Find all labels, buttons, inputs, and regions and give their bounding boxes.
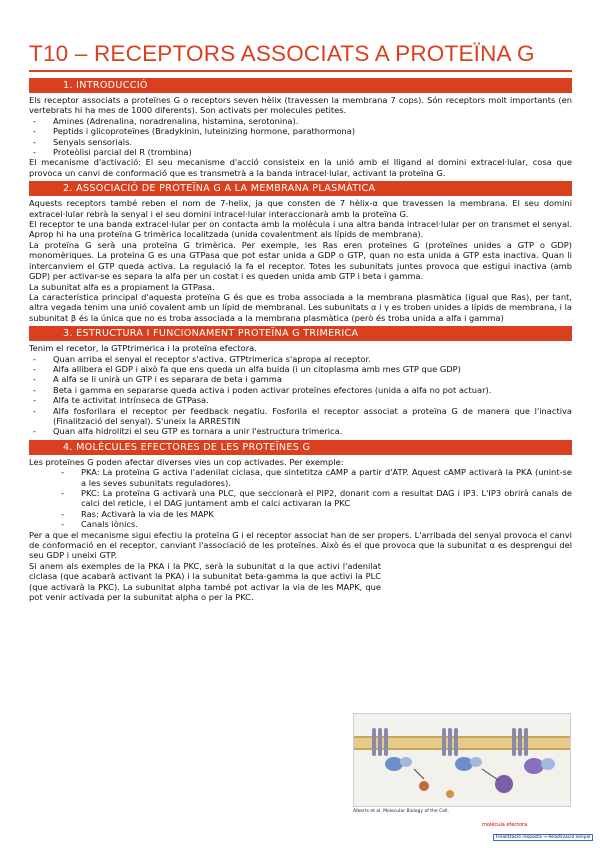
list-item: - Quan arriba el senyal el receptor s'activa. GTPtrimerica s'apropa al receptor.	[33, 353, 371, 364]
diagram-illustration	[354, 714, 571, 807]
title-divider	[29, 70, 572, 72]
section-header-2: 2. ASSOCIACIÓ DE PROTEÏNA G A LA MEMBRANA PLASMÀTICA	[29, 181, 572, 196]
list-item: - Alfa te activitat intrínseca de GTPasa.	[33, 395, 209, 406]
list-item: - Ras: Activarà la via de les MAPK	[61, 508, 214, 519]
list-item: - Amines (Adrenalina, noradrenalina, histamina, serotonina).	[33, 115, 299, 126]
section-header-4: 4. MOLÈCULES EFECTORES DE LES PROTEÏNES G	[29, 440, 572, 455]
list-item: - Canals iònics.	[61, 519, 138, 530]
section-4-after: Per a que el mecanisme sigui efectiu la proteïna G i el receptor associat han de ser propers. L'arribada del senyal provoca el canvi de conformació en el receptor, canviant l'associació de les proteïnes. Això és el que provoca que la subunitat α es desprengui del seu GDP i uneixi GTP.	[29, 529, 572, 561]
section-header-3: 3. ESTRUCTURA I FUNCIONAMENT PROTEÏNA G TRIMERICA	[29, 326, 572, 341]
section-header-1: 1. INTRODUCCIÓ	[29, 78, 572, 93]
section-3-intro: Tenim el recetor, la GTPtrimerica i la proteïna efectora.	[29, 343, 257, 354]
list-item: - A alfa se li unirà un GTP i es separara de beta i gamma	[33, 374, 282, 385]
section-1-outro: El mecanisme d'activació: El seu mecanisme d'acció consisteix en la unió amb el lligand al domini extracel·lular, cosa que provoca un canvi de conformació que es transmetrà a la banda intracel·lular, activant la proteïna G.	[29, 157, 572, 178]
g-protein-diagram	[353, 713, 571, 807]
list-item: - Senyals sensorials.	[33, 136, 133, 147]
section-1-intro: Els receptor associats a proteïnes G o receptors seven hèlix (travessen la membrana 7 cops). Són receptors molt importants (en vertebrats hi ha mes de 1000 diferents). Son activats per molecules petites.	[29, 95, 572, 116]
list-item: - PKC: La proteïna G activarà una PLC, que seccionarà el PIP2, donant com a resultat DAG i IP3. L'IP3 obrirà canals de calci del reticle, i el DAG juntament amb el calci activaran la PKC	[61, 488, 572, 509]
figure-caption: Alberts et al. Molecular Biology of the Cell.	[353, 809, 449, 814]
figure-note-box: Finalització resposta → Reactivació senyal	[493, 834, 593, 841]
section-2-paragraph: El receptor te una banda extracel·lular per on contacta amb la molècula i una altra banda intracel·lular per on transmet el senyal. Aprop hi ha una proteïna G trimèrica localitzada (unida covalentment als lípids de membrana).	[29, 219, 572, 240]
list-item: - Quan alfa hidrolitzi el seu GTP es tornara a unir l'estructura trimerica.	[33, 426, 343, 437]
section-2-paragraph: La subunitat alfa es a propiament la GTPasa.	[29, 281, 215, 292]
list-item: - Proteòlisi parcial del R (trombina)	[33, 147, 192, 158]
figure-legend: molècula efectora	[482, 822, 528, 828]
section-2-paragraph: Aquests receptors també reben el nom de 7-helix, ja que consten de 7 hèlix-α que travessen la membrana. El seu domini extracel·lular rebrà la senyal i el seu domini intracel·lular interaccionarà amb la proteïna G.	[29, 198, 572, 219]
list-item: - Alfa allibera el GDP i això fa que ens queda un alfa buida (i un citoplasma amb mes GTP que GDP)	[33, 363, 461, 374]
document-page	[29, 40, 572, 602]
section-4-final: Si anem als exemples de la PKA i la PKC, serà la subunitat α la que activi l'adenilat ciclasa (que acabarà activant la PKA) i la subunitat beta-gamma la que activi la PLC (que activarà la PKC). La subunitat alpha també pot activar la via de les MAPK, que pot venir activada per la subunitat alpha o per la PKC.	[29, 560, 381, 603]
list-item: - Beta i gamma en separarse queda activa i poden activar proteïnes efectores (unida a alfa no pot actuar).	[33, 384, 492, 395]
section-2-paragraph: La proteïna G serà una proteïna G trimèrica. Per exemple, les Ras eren proteïnes G (proteïnes unides a GTP o GDP) monomèriques. La proteïna G es una GTPasa que pot estar unida a GDP o GTP, quan no esta unida a GTP esta inactiva. Quan li intercanviem el GTP queda activa. La regulació la fa el receptor. Totes les subunitats juntes provoca que estigui inactiva (amb GDP) per activar-se es separa la alfa per un costat i es queden unida amb GTP i beta i gamma.	[29, 239, 572, 282]
section-2-paragraph: La característica principal d'aquesta proteïna G és que es troba associada a la membrana plasmàtica (igual que Ras), per tant, altra vegada tenim una unió covalent amb un lípid de membranal. Les subunitats α i γ es troben unides a lípids de membrana, i la subunitat β és la única que no es troba associada a la membrana plasmàtica (però és troba unida a alfa i gamma)	[29, 291, 572, 323]
list-item: - Peptids i glicoproteïnes (Bradykinin, luteinizing hormone, parathormona)	[33, 126, 356, 137]
section-4-intro: Les proteïnes G poden afectar diverses vies un cop activades. Per exemple:	[29, 456, 344, 467]
page-title: T10 – RECEPTORS ASSOCIATS A PROTEÏNA G	[29, 41, 535, 66]
list-item: - Alfa fosforilara el receptor per feedback negatiu. Fosforila el receptor associat a proteïna G de manera que l'inactiva (Finalització del senyal). S'uneix la ARRESTIN	[33, 405, 572, 426]
list-item: - PKA: La proteïna G activa l'adenilat ciclasa, que sintetitza cAMP a partir d'ATP. Aquest cAMP activarà la PKA (unint-se a les seves subunitats reguladores).	[61, 467, 572, 488]
